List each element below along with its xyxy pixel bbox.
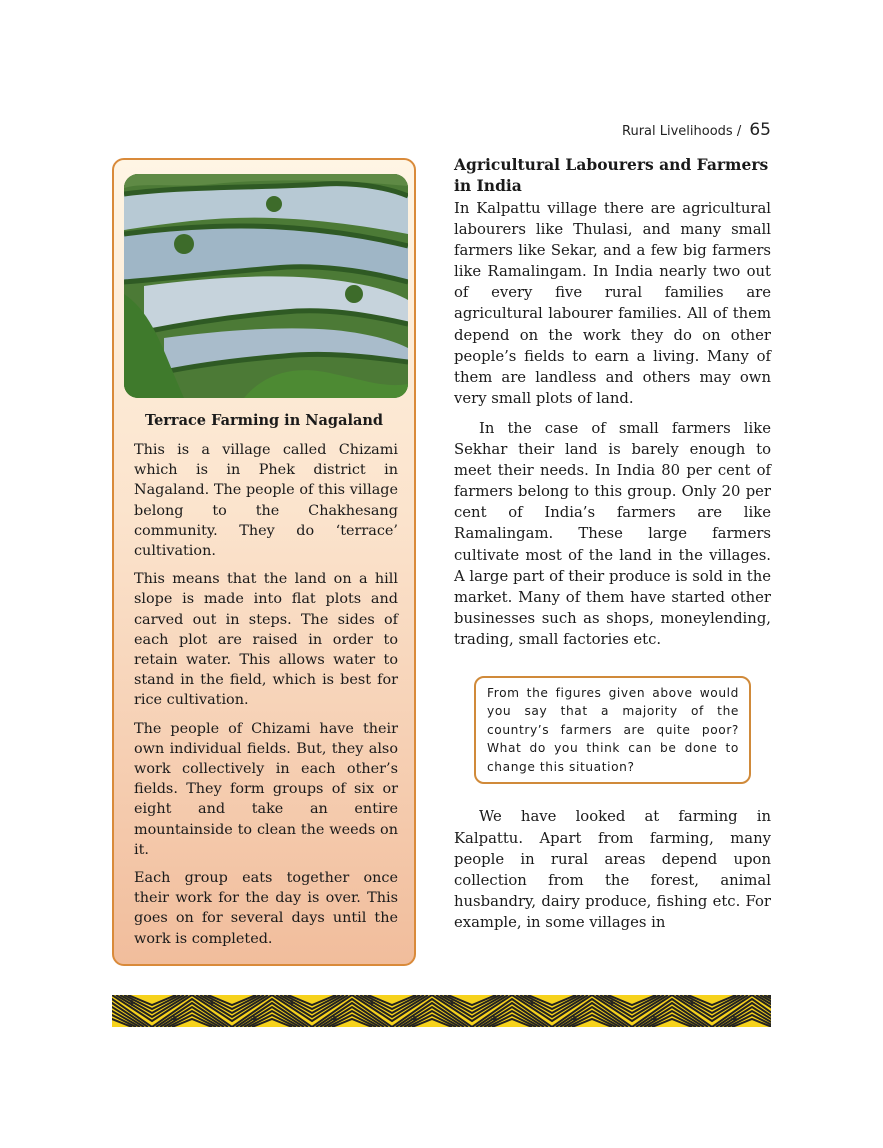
section-heading: Agricultural Labourers and Farmers in India bbox=[454, 155, 769, 195]
header-separator: / bbox=[736, 124, 742, 139]
running-header bbox=[622, 120, 771, 140]
decorative-border-strip bbox=[112, 995, 771, 1027]
page-number: 65 bbox=[749, 120, 771, 140]
terrace-fields-illustration bbox=[124, 174, 408, 398]
terrace-farming-feature-box bbox=[112, 158, 416, 966]
feature-caption: Terrace Farming in Nagaland bbox=[144, 412, 384, 429]
body-paragraph: We have looked at farming in Kalpattu. Apart from farming, many people in rural areas depend upon collection from the forest, animal husbandry, dairy produce, fishing etc. For example, in some villages in bbox=[454, 808, 771, 931]
terrace-farming-photo bbox=[124, 174, 408, 398]
feature-paragraph: This means that the land on a hill slope is made into flat plots and carved out in steps. The sides of each plot are raised in order to retain water. This allows water to stand in the field, which is best for rice cultivation. bbox=[134, 571, 398, 709]
feature-body bbox=[134, 440, 398, 957]
feature-paragraph: This is a village called Chizami which is in Phek district in Nagaland. The people of this village belong to the Chakhesang community. They do ‘terrace’ cultivation. bbox=[134, 442, 398, 560]
main-column bbox=[454, 154, 771, 933]
body-paragraph: In Kalpattu village there are agricultural labourers like Thulasi, and many small farmers like Sekar, and a few big farmers like Ramalingam. In India nearly two out of every five rural families are agricultural labourer families. All of them depend on the work they do on other people’s fields to earn a living. Many of them are landless and others may own very small plots of land. bbox=[454, 200, 771, 407]
body-paragraph: In the case of small farmers like Sekhar their land is barely enough to meet their needs. In India 80 per cent of farmers belong to this group. Only 20 per cent of India’s farmers are like Ramalingam. These large farmers cultivate most of the land in the villages. A large part of their produce is sold in the market. Many of them have started other businesses such as shops, moneylending, trading, small factories etc. bbox=[454, 419, 771, 648]
question-box: From the figures given above would you say that a majority of the country’s farmers are quite poor? What do you think can be done to change this situation? bbox=[474, 676, 751, 785]
feature-paragraph: The people of Chizami have their own individual fields. But, they also work collectively in each other’s fields. They form groups of six or eight and take an entire mountainside to clean the weeds on it. bbox=[134, 720, 398, 858]
running-title: Rural Livelihoods bbox=[622, 124, 733, 139]
tribal-pattern-icon bbox=[112, 995, 771, 1027]
feature-paragraph: Each group eats together once their work for the day is over. This goes on for several days until the work is completed. bbox=[134, 870, 398, 947]
